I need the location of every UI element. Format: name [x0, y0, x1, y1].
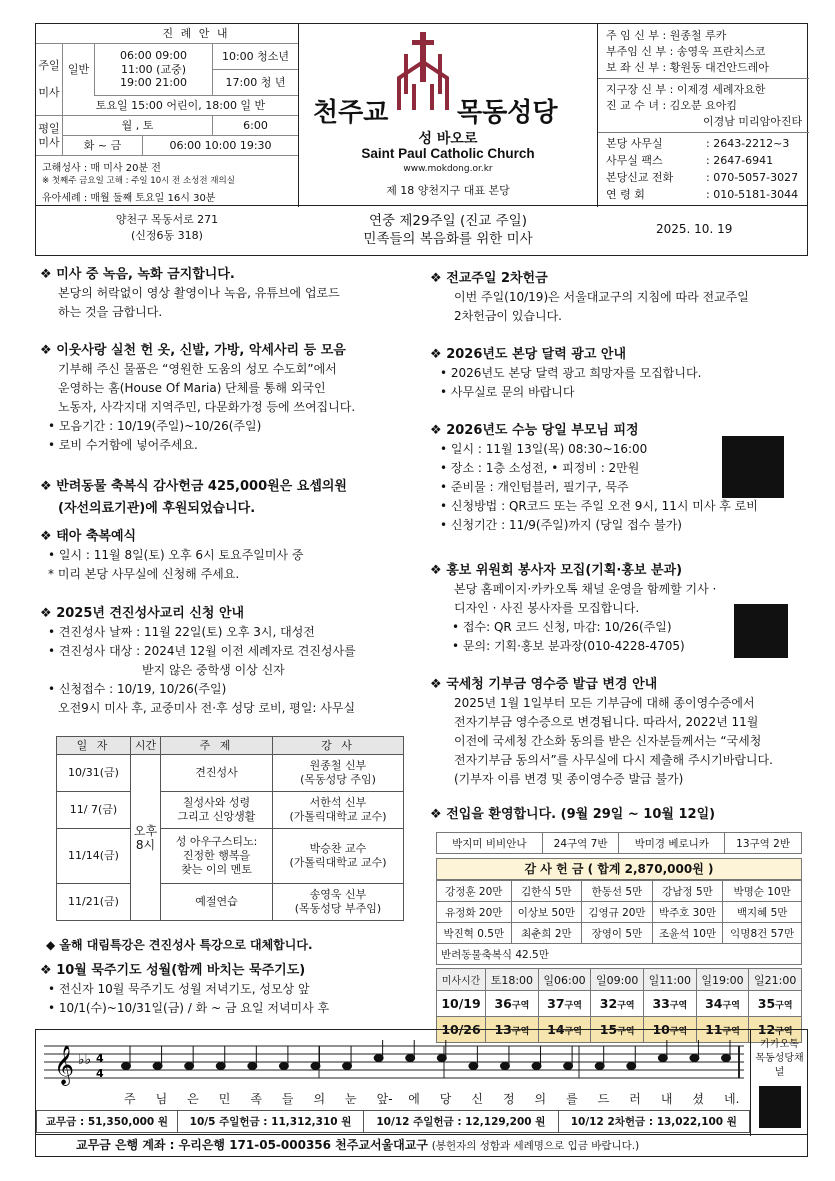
notice-fetus-blessing: ❖ 태아 축복예식 • 일시 : 11월 8일(토) 오후 6시 토요주일미사 중 * 미리 본당 사무실에 신청해 주세요.	[40, 529, 304, 581]
church-cross-icon	[394, 32, 454, 112]
note-head	[564, 1063, 573, 1070]
tue-fri-label: 화 ~ 금	[62, 136, 142, 156]
lyric-syllable: 앞-	[376, 1092, 393, 1106]
infant-baptism-note: 유아세례 : 매월 둘째 토요일 16시 30분	[42, 193, 216, 204]
tue-fri-times: 06:00 10:00 19:30	[142, 136, 298, 156]
sunday-general-times: 06:00 09:00 11:00 (교중) 19:00 21:00	[94, 44, 212, 96]
svg-text:𝄞: 𝄞	[54, 1045, 75, 1085]
table-row: 10/31(금) 오후 8시 견진성사 원종철 신부 (목동성당 주임)	[57, 755, 404, 792]
table-row: 10/19 36구역 37구역 32구역 33구역 34구역 35구역	[437, 991, 802, 1017]
svg-text:4: 4	[96, 1052, 104, 1065]
lyric-syllable: 족	[250, 1092, 262, 1106]
notice-clothing-drive: ❖ 이웃사랑 실천 헌 옷, 신발, 가방, 악세사리 등 모음 기부해 주신 물품은 “영원한 도움의 성모 수도회”에서 운영하는 홈(House Of Maria) 단체를 통해 외국인 노동자, 사각지대 지역주민, 다문화가정 등에 쓰여집니다. • 모음기간 : 10/19(주일)~10/26(주일) • 로비 수거함에 넣어주세요.	[40, 343, 356, 452]
mass-times-title: 진 례 안 내	[162, 27, 230, 41]
note-head	[122, 1063, 131, 1070]
priest-pastor: 주 임 신 부 : 원종철 루카	[606, 29, 727, 42]
note-head	[722, 1055, 731, 1062]
notice-pr-volunteers: ❖ 홍보 위원회 봉사자 모집(기획·홍보 분과) 본당 홈페이지·카카오톡 채널 운영을 함께할 기사 · 디자인 · 사진 봉사자를 모집합니다. • 접수: QR 코드 신청, 마감: 10/26(주일) • 문의: 기획·홍보 분과장(010-4228-4705)	[430, 563, 717, 653]
notice-tax-receipt: ❖ 국세청 기부금 영수증 발급 변경 안내 2025년 1월 1일부터 모든 기부금에 대해 종이영수증에서 전자기부금 영수증으로 변경됩니다. 따라서, 2022년 11월 이전에 국세청 간소화 동의를 받은 신자분들께서는 “국세청 전자기부금 동의서”를 사무실에 다시 제출해 주시기바랍니다. (기부자 이름 변경 및 종이영수증 발급 불가)	[430, 677, 773, 786]
bulletin-date: 2025. 10. 19	[656, 222, 733, 236]
logo-english: Saint Paul Catholic Church	[361, 146, 535, 161]
note-head	[595, 1063, 604, 1070]
sunday-subtitle: 민족들의 복음화를 위한 미사	[363, 231, 533, 247]
table-row: 11/ 7(금) 칠성사와 성령 그리고 신앙생활 서한석 신부 (가톨릭대학교 교수)	[57, 792, 404, 829]
mass-times-table	[36, 24, 298, 207]
logo-korean-right: 목동성당	[457, 98, 558, 128]
lyric-syllable: 네.	[724, 1092, 740, 1106]
mon-sat-label: 월 , 토	[62, 116, 212, 136]
district-priest: 지구장 신 부 : 이제경 세례자요한	[606, 83, 766, 96]
lyric-syllable: 의	[534, 1092, 547, 1106]
lyric-syllable: 의	[313, 1092, 326, 1106]
note-head	[406, 1055, 415, 1062]
notice-confirmation: ❖ 2025년 견진성사교리 신청 안내 • 견진성사 날짜 : 11월 22일(토) 오후 3시, 대성전 • 견진성사 대상 : 2024년 12월 이전 세례자로 견진성사를 받지 않은 중학생 이상 신자 • 신청접수 : 10/19, 10/26(주일) 오전9시 미사 후, 교중미사 전·후 성당 로비, 평일: 사무실	[40, 606, 356, 715]
note-head	[627, 1063, 636, 1070]
notice-no-recording: ❖ 미사 중 녹음, 녹화 금지합니다. 본당의 허락없이 영상 촬영이나 녹음, 유튜브에 업로드 하는 것을 금합니다.	[40, 267, 340, 319]
lyric-syllable: 들	[281, 1092, 294, 1106]
note-head	[374, 1055, 383, 1062]
notice-welcome: ❖ 전입을 환영합니다. (9월 29일 ~ 10월 12일)	[430, 807, 716, 822]
lyric-syllable: 님	[155, 1092, 168, 1106]
sunday-title-block	[298, 212, 598, 248]
lyric-syllable: 신	[471, 1092, 483, 1106]
svg-text:4: 4	[96, 1067, 104, 1080]
note-head	[500, 1063, 509, 1070]
priests-contacts	[598, 24, 809, 207]
mass-area-table: 미사시간 토18:00 일06:00 일09:00 일11:00 일19:00 일21:00 10/19 36구역 37구역 32구역 33구역 34구역 35구역 10/26 13구역 14구역 15구역 10구역 11구역 12구역	[436, 968, 802, 1043]
retreat-qr-code[interactable]	[722, 436, 784, 498]
church-logo-block	[298, 24, 598, 207]
district-label: 제 18 양천지구 대표 본당	[386, 184, 510, 197]
note-head	[311, 1063, 320, 1070]
notice-rosary: ❖ 10월 묵주기도 성월(함께 바치는 묵주기도) • 전신자 10월 묵주기도 성월 저녁기도, 성모상 앞 • 10/1(수)~10/31일(금) / 화 ~ 금 요일 저녁미사 후	[40, 963, 330, 1015]
contact-funeral: 연 령 회 : 010-5181-3044	[606, 188, 799, 201]
lyric-syllable: 셨	[692, 1092, 704, 1106]
lyric-syllable: 내	[660, 1092, 673, 1106]
table-row: 11/21(금) 예절연습 송영욱 신부 (목동성당 부주임)	[57, 884, 404, 921]
contact-fax: 사무실 팩스 : 2647-6941	[606, 154, 774, 167]
kakao-channel: 카카오톡 목동성당채널	[750, 1030, 808, 1136]
note-head	[279, 1063, 288, 1070]
note-head	[532, 1063, 541, 1070]
lyric-syllable: 를	[566, 1092, 578, 1106]
table-row: 11/14(금) 성 아우구스티노: 진정한 행복을 찾는 이의 멘토 박승찬 교수 (가톨릭대학교 교수)	[57, 829, 404, 884]
header-box	[35, 23, 808, 206]
confession-note: 고해성사 : 매 미사 20분 전	[42, 163, 161, 174]
thanks-offering-title: 감 사 헌 금 ( 합계 2,870,000원 )	[436, 858, 802, 880]
newcomers-table: 박지미 비비안나 24구역 7반 박미경 베로니카 13구역 2반	[436, 832, 802, 854]
kakao-qr-code[interactable]	[759, 1086, 801, 1128]
svg-text:♭♭: ♭♭	[78, 1052, 92, 1068]
sunday-title: 연중 제29주일 (진교 주일)	[369, 213, 527, 229]
music-staff	[44, 1040, 744, 1086]
contact-office: 본당 사무실 : 2643-2212~3	[606, 137, 790, 150]
sunday-banner	[35, 206, 808, 256]
lyrics-line	[124, 1090, 744, 1106]
thanks-offering-table: 강정훈 20만 김한식 5만 한동선 5만 강남정 5만 박명순 10만 유정화 20만 이상보 50만 김영규 20만 박주호 30만 백지혜 5만 박진혁 0.5만 최춘희 2만 장영이 5만 조윤석 10만 익명8건 57만 반려동물축복식 42.5만	[436, 880, 802, 965]
note-head	[185, 1063, 194, 1070]
lyric-syllable: 눈	[345, 1092, 357, 1106]
contact-mission: 본당신교 전화 : 070-5057-3027	[606, 171, 799, 184]
confirmation-schedule-table: 일 자 시간 주 제 강 사 10/31(금) 오후 8시 견진성사 원종철 신부 (목동성당 주임) 11/ 7(금) 칠성사와 성령 그리고 신앙생활 서한석 신부 (가톨릭대학교 교수) 11/14(금) 성 아우구스티노: 진정한 행복을 찾는 이의 멘토 박승찬 교수 (가톨릭대학교 교수) 11/21(금) 예절연습 송영욱 신부 (목동성당 부주임)	[56, 736, 404, 921]
sister-1: 진 교 수 녀 : 김오분 요아킴	[606, 99, 737, 112]
notice-mission-collection: ❖ 전교주일 2차헌금 이번 주일(10/19)은 서울대교구의 지침에 따라 전교주일 2차헌금이 있습니다.	[430, 271, 749, 323]
note-head	[248, 1063, 257, 1070]
bank-account: 교무금 은행 계좌 : 우리은행 171-05-000356 천주교서울대교구 (봉헌자의 성함과 세례명으로 입금 바랍니다.)	[35, 1135, 808, 1157]
logo-patron: 성 바오로	[418, 131, 478, 147]
advent-note: ◆ 올해 대림특강은 견진성사 특강으로 대체합니다.	[46, 938, 313, 952]
notice-pet-blessing: ❖ 반려동물 축복식 감사헌금 425,000원은 요셉의원 (자선의료기관)에 후원되었습니다.	[40, 479, 347, 516]
address: 양천구 목동서로 271 (신정6동 318)	[115, 213, 219, 242]
note-head	[469, 1063, 478, 1070]
priest-associate: 부주임 신 부 : 송영욱 프란치스코	[606, 45, 766, 58]
notice-calendar-ads: ❖ 2026년도 본당 달력 광고 안내 • 2026년도 본당 달력 광고 희망자를 모집합니다. • 사무실로 문의 바랍니다	[430, 347, 702, 399]
lyric-syllable: 드	[597, 1092, 610, 1106]
finance-table: 교무금 : 51,350,000 원 10/5 주일헌금 : 11,312,310 원 10/12 주일헌금 : 12,129,200 원 10/12 2차헌금 : 13,022,100 원	[36, 1110, 750, 1133]
youth-mass-time: 10:00 청소년	[212, 44, 298, 70]
notice-exam-retreat: ❖ 2026년도 수능 당일 부모님 피정 • 일시 : 11월 13일(목) 08:30~16:00 • 장소 : 1층 소성전, • 피정비 : 2만원 • 준비물 : 개인텀블러, 필기구, 묵주 • 신청방법 : QR코드 또는 주일 오전 9시, 11시 미사 후 로비 • 신청기간 : 11/9(주일)까지 (당일 접수 불가)	[430, 423, 758, 532]
weekday-label: 평일 미사	[36, 116, 62, 156]
saturday-mass-line: 토요일 15:00 어린이, 18:00 일 반	[62, 96, 298, 116]
priest-assistant: 보 좌 신 부 : 황원동 대건안드레아	[606, 61, 769, 74]
sister-2: 이경남 미리암아진타	[703, 115, 803, 128]
lyric-syllable: 정	[502, 1092, 515, 1106]
lyric-syllable: 주	[124, 1092, 136, 1106]
sunday-label: 주일 미사	[36, 44, 62, 116]
lyric-syllable: 은	[187, 1092, 199, 1106]
note-head	[153, 1063, 162, 1070]
mon-sat-time: 6:00	[212, 116, 298, 136]
lyric-syllable: 민	[218, 1092, 231, 1106]
lyric-syllable: 당	[439, 1092, 452, 1106]
logo-korean-left: 천주교	[313, 98, 389, 128]
volunteer-qr-code[interactable]	[734, 604, 788, 658]
lyric-syllable: 러	[629, 1092, 641, 1106]
logo-url: www.mokdong.or.kr	[403, 164, 493, 174]
table-row: 10/26 13구역 14구역 15구역 10구역 11구역 12구역	[437, 1017, 802, 1043]
note-head	[690, 1055, 699, 1062]
music-box	[35, 1029, 808, 1135]
general-label: 일반	[62, 44, 94, 96]
note-head	[343, 1063, 352, 1070]
note-head	[437, 1055, 446, 1062]
note-head	[216, 1063, 225, 1070]
lyric-syllable: 에	[408, 1092, 420, 1106]
note-head	[658, 1055, 667, 1062]
first-friday-note: ※ 첫째주 금요일 고해 : 주일 10시 전 소성전 재의실	[42, 176, 235, 186]
young-adult-mass-time: 17:00 청 년	[212, 70, 298, 96]
